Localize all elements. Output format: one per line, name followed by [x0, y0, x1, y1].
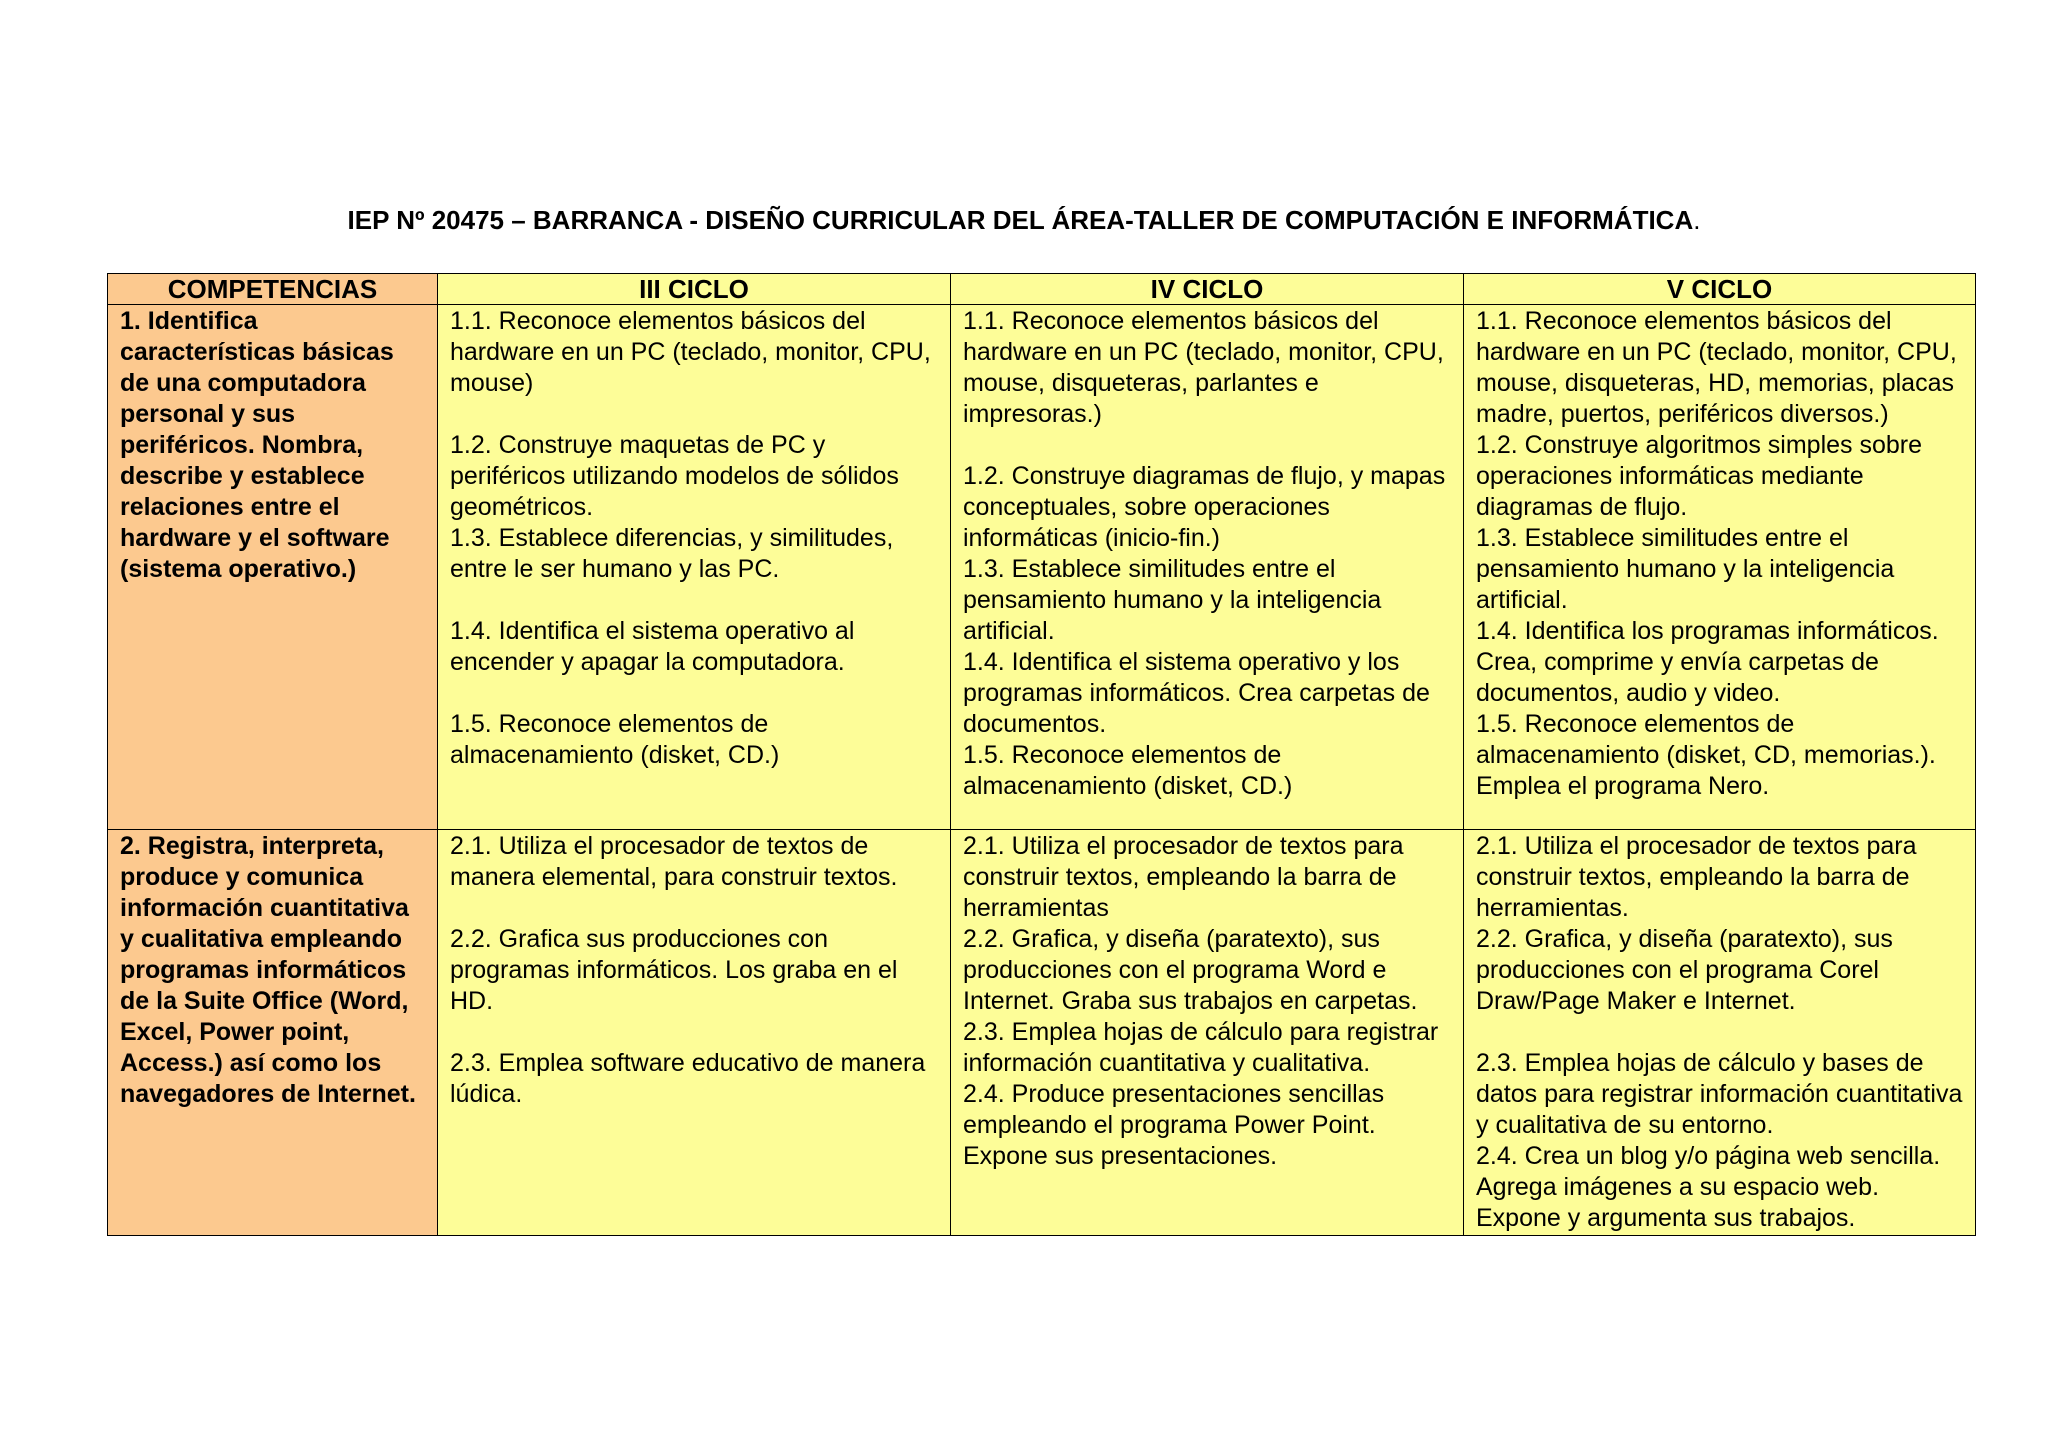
indicator-item: 1.1. Reconoce elementos básicos del hardware en un PC (teclado, monitor, CPU, mouse) — [450, 307, 931, 397]
indicator-item: 2.3. Emplea software educativo de manera lúdica. — [450, 1049, 926, 1108]
indicator-item: 2.4. Produce presentaciones sencillas empleando el programa Power Point. Expone sus presentaciones. — [963, 1080, 1385, 1170]
curriculum-table — [107, 273, 1976, 1236]
indicator-item: 1.4. Identifica los programas informáticos. Crea, comprime y envía carpetas de documentos, audio y video. — [1476, 617, 1939, 707]
header-ciclo-4: IV CICLO — [951, 274, 1464, 305]
table-header-row — [108, 274, 1976, 305]
indicator-item: 1.3. Establece diferencias, y similitudes, entre le ser humano y las PC. — [450, 524, 894, 583]
table-row — [108, 305, 1976, 830]
competencia-cell: 2. Registra, interpreta, produce y comunica información cuantitativa y cualitativa empleando programas informáticos de la Suite Office (Word, Excel, Power point, Access.) así como los navegadores de Internet. — [108, 830, 438, 1236]
header-ciclo-5: V CICLO — [1464, 274, 1976, 305]
document-title-text: IEP Nº 20475 – BARRANCA - DISEÑO CURRICULAR DEL ÁREA-TALLER DE COMPUTACIÓN E INFORMÁTICA — [347, 205, 1694, 235]
indicator-item: 2.1. Utiliza el procesador de textos para construir textos, empleando la barra de herramientas — [963, 832, 1404, 922]
indicator-item: 1.4. Identifica el sistema operativo al encender y apagar la computadora. — [450, 617, 855, 676]
indicator-item: 1.5. Reconoce elementos de almacenamiento (disket, CD.) — [450, 710, 780, 769]
ciclo-3-cell — [438, 830, 951, 1236]
indicator-item: 1.3. Establece similitudes entre el pensamiento humano y la inteligencia artificial. — [963, 555, 1382, 645]
ciclo-4-cell — [951, 830, 1464, 1236]
competencia-cell: 1. Identifica características básicas de una computadora personal y sus periféricos. Nombra, describe y establece relaciones entre el hardware y el software (sistema operativo.) — [108, 305, 438, 830]
indicator-item: 2.2. Grafica sus producciones con programas informáticos. Los graba en el HD. — [450, 925, 898, 1015]
indicator-item: 1.3. Establece similitudes entre el pensamiento humano y la inteligencia artificial. — [1476, 524, 1895, 614]
table-row — [108, 830, 1976, 1236]
indicator-item: 2.3. Emplea hojas de cálculo para registrar información cuantitativa y cualitativa. — [963, 1018, 1439, 1077]
ciclo-5-cell — [1464, 305, 1976, 830]
document-title — [0, 205, 2048, 236]
indicator-item: 1.2. Construye algoritmos simples sobre operaciones informáticas mediante diagramas de flujo. — [1476, 431, 1923, 521]
indicator-item: 1.5. Reconoce elementos de almacenamiento (disket, CD, memorias.). Emplea el programa Nero. — [1476, 710, 1936, 800]
indicator-item: 1.4. Identifica el sistema operativo y los programas informáticos. Crea carpetas de documentos. — [963, 648, 1430, 738]
ciclo-4-cell — [951, 305, 1464, 830]
indicator-item: 1.2. Construye maquetas de PC y periféricos utilizando modelos de sólidos geométricos. — [450, 431, 899, 521]
indicator-item: 1.1. Reconoce elementos básicos del hardware en un PC (teclado, monitor, CPU, mouse, disqueteras, HD, memorias, placas madre, puertos, periféricos diversos.) — [1476, 307, 1957, 428]
indicator-item: 1.2. Construye diagramas de flujo, y mapas conceptuales, sobre operaciones informáticas (inicio-fin.) — [963, 462, 1446, 552]
header-ciclo-3: III CICLO — [438, 274, 951, 305]
indicator-item: 1.1. Reconoce elementos básicos del hardware en un PC (teclado, monitor, CPU, mouse, disqueteras, parlantes e impresoras.) — [963, 307, 1444, 428]
indicator-item: 1.5. Reconoce elementos de almacenamiento (disket, CD.) — [963, 741, 1293, 800]
ciclo-5-cell — [1464, 830, 1976, 1236]
indicator-item: 2.1. Utiliza el procesador de textos para construir textos, empleando la barra de herramientas. — [1476, 832, 1917, 922]
indicator-item: 2.2. Grafica, y diseña (paratexto), sus producciones con el programa Corel Draw/Page Maker e Internet. — [1476, 925, 1893, 1015]
document-title-end: . — [1693, 205, 1701, 235]
header-competencias: COMPETENCIAS — [108, 274, 438, 305]
indicator-item: 2.1. Utiliza el procesador de textos de manera elemental, para construir textos. — [450, 832, 898, 891]
indicator-item: 2.2. Grafica, y diseña (paratexto), sus producciones con el programa Word e Internet. Graba sus trabajos en carpetas. — [963, 925, 1418, 1015]
indicator-item: 2.4. Crea un blog y/o página web sencilla. Agrega imágenes a su espacio web. Expone y argumenta sus trabajos. — [1476, 1142, 1941, 1232]
indicator-item: 2.3. Emplea hojas de cálculo y bases de datos para registrar información cuantitativa y cualitativa de su entorno. — [1476, 1049, 1963, 1139]
ciclo-3-cell — [438, 305, 951, 830]
